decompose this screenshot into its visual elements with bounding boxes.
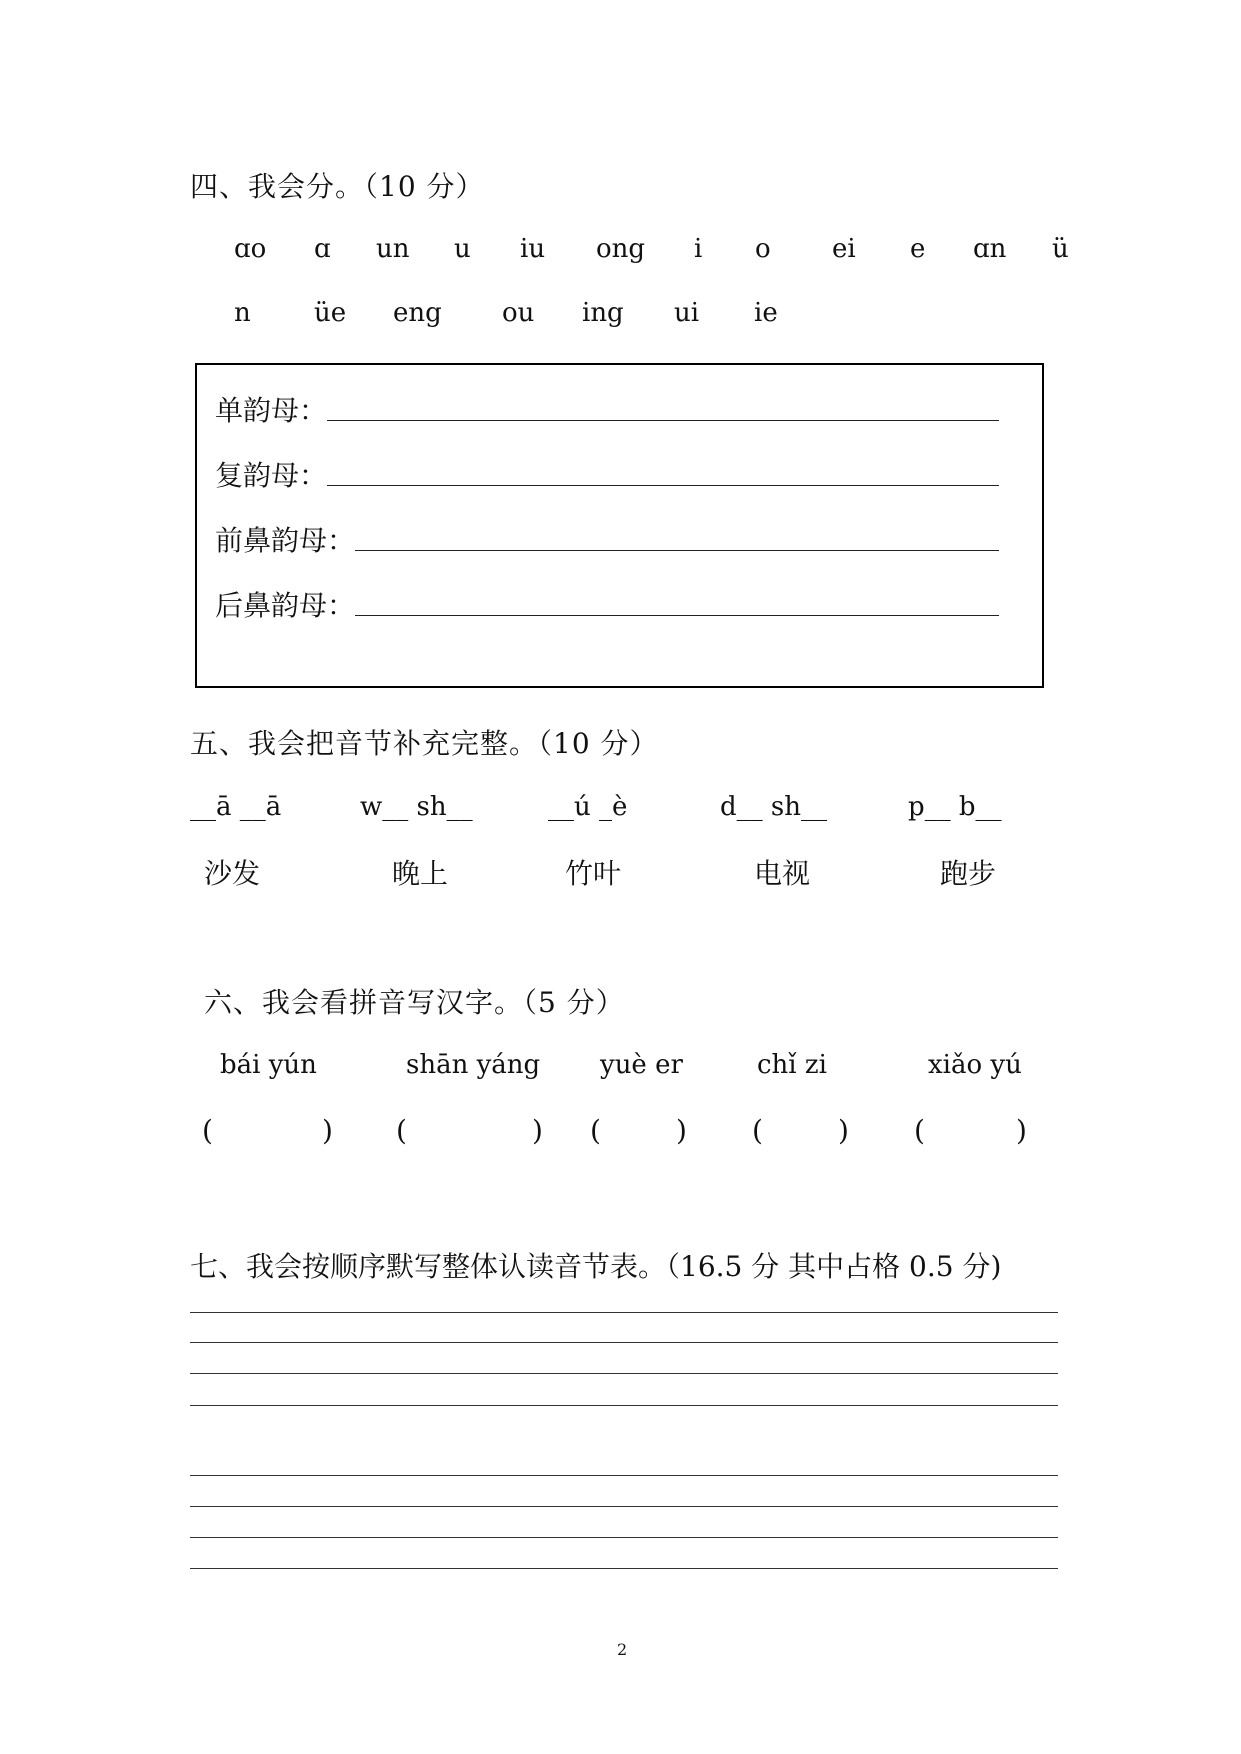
- finals-item: u: [454, 234, 471, 264]
- finals-item: eng: [393, 298, 442, 328]
- answer-row-front-nasal-finals: [215, 519, 999, 559]
- finals-item: ei: [832, 234, 856, 264]
- finals-item: üe: [314, 298, 347, 328]
- finals-item: ing: [582, 298, 624, 328]
- pinyin-prompt: chǐ zi: [757, 1050, 827, 1080]
- section5-heading: 五、我会把音节补充完整。（10 分）: [190, 727, 659, 760]
- answer-line[interactable]: [355, 550, 999, 551]
- syllable-blank[interactable]: __ú _è: [548, 792, 628, 822]
- page-number: 2: [617, 1640, 628, 1659]
- word-label: 电视: [754, 857, 811, 890]
- answer-line[interactable]: [327, 485, 999, 486]
- section4-heading: 四、我会分。（10 分）: [190, 170, 485, 203]
- section6-heading: 六、我会看拼音写汉字。（5 分）: [204, 986, 625, 1019]
- finals-item: e: [910, 234, 926, 264]
- section7-heading: 七、我会按顺序默写整体认读音节表。（16.5 分 其中占格 0.5 分): [190, 1250, 1002, 1283]
- answer-label: 前鼻韵母：: [215, 524, 356, 557]
- word-label: 晚上: [392, 857, 449, 890]
- answer-row-back-nasal-finals: [215, 584, 999, 624]
- writing-line[interactable]: [190, 1568, 1058, 1569]
- answer-label: 复韵母：: [215, 459, 328, 492]
- paren-close: ): [532, 1114, 543, 1147]
- paren-close: ): [1016, 1114, 1027, 1147]
- finals-item: ong: [596, 234, 646, 264]
- finals-item: ui: [674, 298, 700, 328]
- answer-row-single-finals: [215, 389, 999, 429]
- paren-close: ): [322, 1114, 333, 1147]
- writing-line[interactable]: [190, 1537, 1058, 1538]
- finals-item: ɑ: [314, 234, 331, 264]
- pinyin-prompt: shān yáng: [406, 1050, 541, 1080]
- classification-box: [195, 363, 1044, 688]
- writing-line[interactable]: [190, 1312, 1058, 1313]
- paren-close: ): [838, 1114, 849, 1147]
- writing-line[interactable]: [190, 1342, 1058, 1343]
- syllable-blank[interactable]: d__ sh__: [720, 792, 827, 822]
- answer-label: 后鼻韵母：: [215, 589, 356, 622]
- syllable-blank[interactable]: __ā __ā: [190, 792, 282, 822]
- paren-close: ): [676, 1114, 687, 1147]
- answer-line[interactable]: [327, 420, 999, 421]
- answer-label: 单韵母：: [215, 394, 328, 427]
- finals-item: i: [694, 234, 703, 264]
- pinyin-prompt: bái yún: [220, 1050, 317, 1080]
- answer-row-compound-finals: [215, 454, 999, 494]
- writing-line[interactable]: [190, 1506, 1058, 1507]
- word-label: 沙发: [204, 857, 261, 890]
- writing-line[interactable]: [190, 1475, 1058, 1476]
- finals-item: ɑo: [234, 234, 267, 264]
- finals-item: un: [376, 234, 410, 264]
- finals-item: ü: [1052, 234, 1069, 264]
- finals-item: iu: [520, 234, 546, 264]
- finals-item: n: [234, 298, 251, 328]
- word-label: 跑步: [940, 857, 997, 890]
- writing-line[interactable]: [190, 1405, 1058, 1406]
- syllable-blank[interactable]: p__ b__: [908, 792, 1002, 822]
- syllable-blank[interactable]: w__ sh__: [360, 792, 473, 822]
- pinyin-prompt: yuè er: [600, 1050, 683, 1080]
- finals-item: ou: [502, 298, 535, 328]
- paren-open: (: [590, 1114, 601, 1147]
- paren-open: (: [396, 1114, 407, 1147]
- paren-open: (: [752, 1114, 763, 1147]
- paren-open: (: [202, 1114, 213, 1147]
- finals-item: o: [755, 234, 771, 264]
- answer-line[interactable]: [355, 615, 999, 616]
- pinyin-prompt: xiǎo yú: [928, 1050, 1022, 1080]
- finals-item: ɑn: [973, 234, 1007, 264]
- writing-line[interactable]: [190, 1373, 1058, 1374]
- paren-open: (: [914, 1114, 925, 1147]
- word-label: 竹叶: [565, 857, 622, 890]
- finals-item: ie: [754, 298, 778, 328]
